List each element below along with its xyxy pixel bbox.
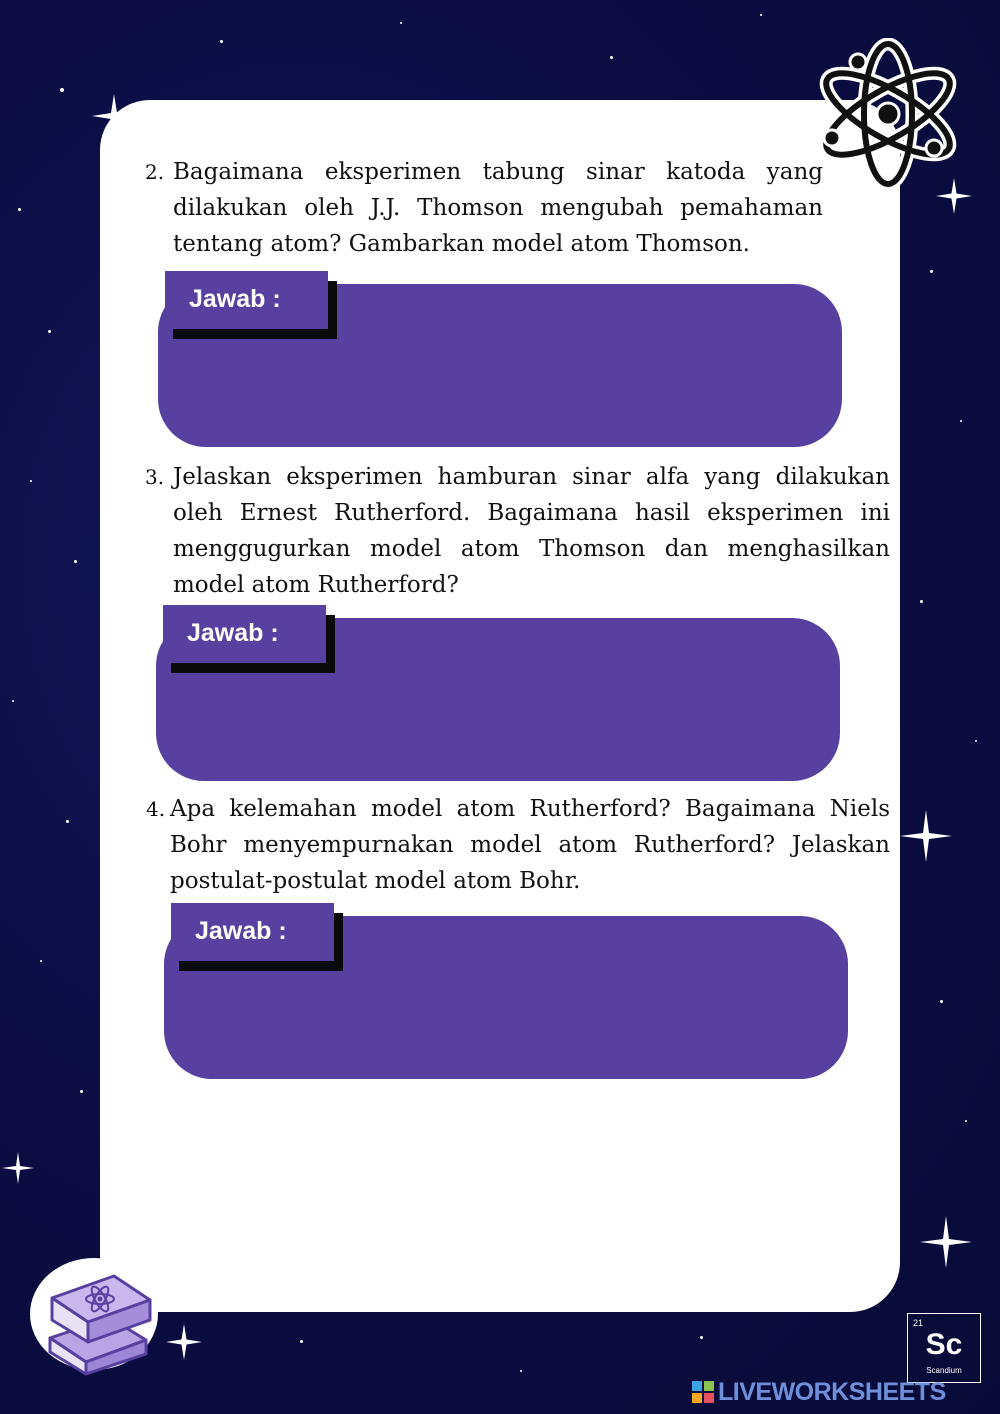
element-name: Scandium	[926, 1366, 962, 1375]
question-4	[146, 791, 890, 899]
star	[66, 820, 69, 823]
star	[220, 40, 223, 43]
element-symbol: Sc	[925, 1328, 963, 1361]
watermark-text: LIVEWORKSHEETS	[718, 1378, 946, 1406]
element-tile	[907, 1313, 981, 1383]
star	[48, 330, 51, 333]
watermark	[692, 1378, 946, 1404]
star	[18, 208, 21, 211]
star	[12, 700, 14, 702]
question-3	[145, 459, 890, 603]
star	[610, 56, 613, 59]
sparkle-star-icon	[0, 1150, 36, 1186]
question-number: 3.	[145, 465, 165, 489]
star	[975, 740, 977, 742]
answer-label-4: Jawab :	[171, 903, 334, 961]
question-2	[145, 154, 823, 262]
question-text: Jelaskan eksperimen hamburan sinar alfa yang dilakukan oleh Ernest Rutherford. Bagaimana hasil eksperimen ini menggugurkan model atom Thomson dan menghasilkan model atom Rutherford?	[173, 464, 890, 598]
star	[80, 1090, 83, 1093]
star	[965, 1120, 967, 1122]
star	[700, 1336, 703, 1339]
question-text: Bagaimana eksperimen tabung sinar katoda yang dilakukan oleh J.J. Thomson mengubah pemahaman tentang atom? Gambarkan model atom Thomson.	[173, 159, 823, 257]
atomic-number: 21	[913, 1318, 924, 1328]
star	[74, 560, 77, 563]
answer-label-3: Jawab :	[163, 605, 326, 663]
question-number: 4.	[146, 797, 166, 821]
star	[60, 88, 64, 92]
star	[400, 22, 402, 24]
star	[930, 270, 933, 273]
star	[40, 960, 42, 962]
star	[920, 600, 923, 603]
star	[760, 14, 762, 16]
sparkle-star-icon	[918, 1214, 974, 1270]
star	[520, 1370, 522, 1372]
book-stack-icon	[28, 1256, 168, 1376]
question-number: 2.	[145, 160, 165, 184]
star	[30, 480, 32, 482]
star	[960, 420, 962, 422]
star	[300, 1340, 303, 1343]
liveworksheets-logo-icon	[692, 1381, 714, 1403]
sparkle-star-icon	[164, 1322, 204, 1362]
sparkle-star-icon	[898, 808, 954, 864]
question-text: Apa kelemahan model atom Rutherford? Bagaimana Niels Bohr menyempurnakan model atom Rutherford? Jelaskan postulat-postulat model atom Bohr.	[170, 796, 890, 894]
star	[940, 1000, 943, 1003]
atom-icon	[812, 38, 964, 190]
answer-label-2: Jawab :	[165, 271, 328, 329]
